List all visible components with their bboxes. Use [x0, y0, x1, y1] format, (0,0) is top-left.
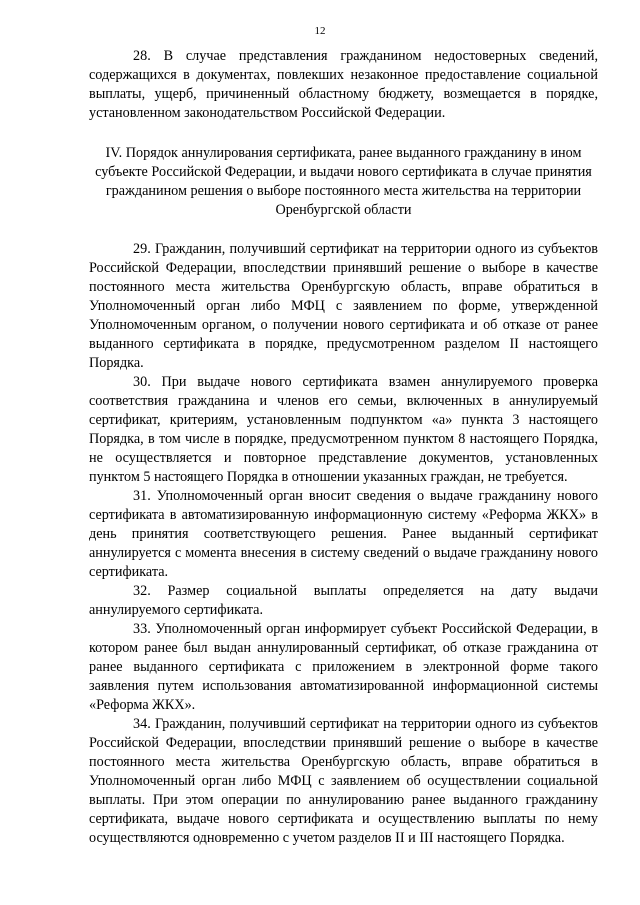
document-body: [89, 47, 598, 848]
page-number: 12: [314, 25, 326, 37]
section-heading: IV. Порядок аннулирования сертификата, ранее выданного гражданину в ином субъекте Российской Федерации, и выдачи нового сертификата в случае принятия гражданином решения о выборе постоянного места жительства на территории Оренбургской области: [95, 145, 592, 218]
paragraph-29: 29. Гражданин, получивший сертификат на территории одного из субъектов Российской Федерации, впоследствии принявший решение о выборе в качестве постоянного места жительства Оренбургскую область, вправе обратиться в Уполномоченный орган либо МФЦ с заявлением по форме, утвержденной Уполномоченным органом, о получении нового сертификата и об отказе от ранее выданного сертификата в порядке, предусмотренном разделом II настоящего Порядка.: [89, 241, 598, 371]
paragraph-31: 31. Уполномоченный орган вносит сведения о выдаче гражданину нового сертификата в автоматизированную информационную систему «Реформа ЖКХ» в день принятия соответствующего решения. Ранее выданный сертификат аннулируется с момента внесения в систему сведений о выдаче гражданину нового сертификата.: [89, 488, 598, 580]
paragraph-32: 32. Размер социальной выплаты определяется на дату выдачи аннулируемого сертификата.: [89, 583, 598, 618]
paragraph-33: 33. Уполномоченный орган информирует субъект Российской Федерации, в котором ранее был выдан аннулированный сертификат, об отказе гражданина от ранее выданного сертификата с приложением в электронной форме такого заявления путем использования автоматизированной информационной системы «Реформа ЖКХ».: [89, 621, 598, 713]
paragraph-30: 30. При выдаче нового сертификата взамен аннулируемого проверка соответствия гражданина и членов его семьи, включенных в аннулируемый сертификат, критериям, установленным подпунктом «а» пункта 3 настоящего Порядка, в том числе в порядке, предусмотренном пунктом 8 настоящего Порядка, не осуществляется и повторное представление документов, установленных пунктом 5 настоящего Порядка в отношении указанных граждан, не требуется.: [89, 374, 598, 485]
paragraph-34: 34. Гражданин, получивший сертификат на территории одного из субъектов Российской Федерации, впоследствии принявший решение о выборе в качестве постоянного места жительства Оренбургскую область, вправе обратиться в Уполномоченный орган либо МФЦ с заявлением об осуществлении социальной выплаты. При этом операции по аннулированию ранее выданного гражданину сертификата, выдаче нового сертификата и осуществлению выплаты по нему осуществляются одновременно с учетом разделов II и III настоящего Порядка.: [89, 716, 598, 846]
paragraph-28: 28. В случае представления гражданином недостоверных сведений, содержащихся в документах, повлекших незаконное предоставление социальной выплаты, ущерб, причиненный областному бюджету, возмещается в порядке, установленном законодательством Российской Федерации.: [89, 48, 598, 121]
